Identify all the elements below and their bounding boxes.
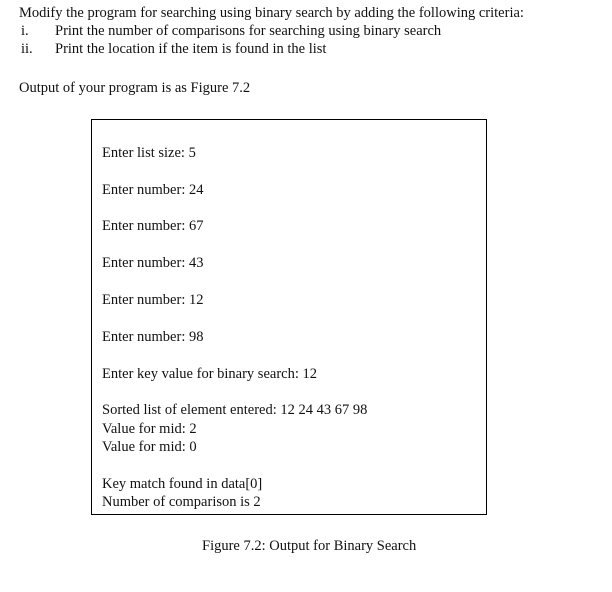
console-line: Value for mid: 0 (102, 439, 197, 455)
console-line: Enter number: 24 (102, 182, 204, 198)
figure-caption: Figure 7.2: Output for Binary Search (202, 538, 417, 554)
console-line: Enter number: 98 (102, 329, 204, 345)
console-line: Enter number: 67 (102, 218, 204, 234)
console-line: Number of comparison is 2 (102, 494, 261, 510)
console-line: Sorted list of element entered: 12 24 43 67 98 (102, 402, 368, 418)
criteria-text: Print the number of comparisons for searching using binary search (55, 23, 442, 39)
criteria-item (19, 40, 609, 58)
criteria-item (19, 22, 609, 40)
console-line: Key match found in data[0] (102, 476, 263, 492)
program-output-box (91, 119, 487, 515)
criteria-text: Print the location if the item is found in the list (55, 41, 327, 57)
console-line: Value for mid: 2 (102, 421, 197, 437)
criteria-number: i. (21, 23, 29, 39)
criteria-number: ii. (21, 41, 33, 57)
output-note: Output of your program is as Figure 7.2 (19, 80, 251, 96)
instruction-text: Modify the program for searching using binary search by adding the following criteria: (19, 5, 524, 21)
console-line: Enter key value for binary search: 12 (102, 366, 317, 382)
console-line: Enter number: 12 (102, 292, 204, 308)
instructions (19, 4, 609, 58)
console-line: Enter list size: 5 (102, 145, 196, 161)
console-line: Enter number: 43 (102, 255, 204, 271)
